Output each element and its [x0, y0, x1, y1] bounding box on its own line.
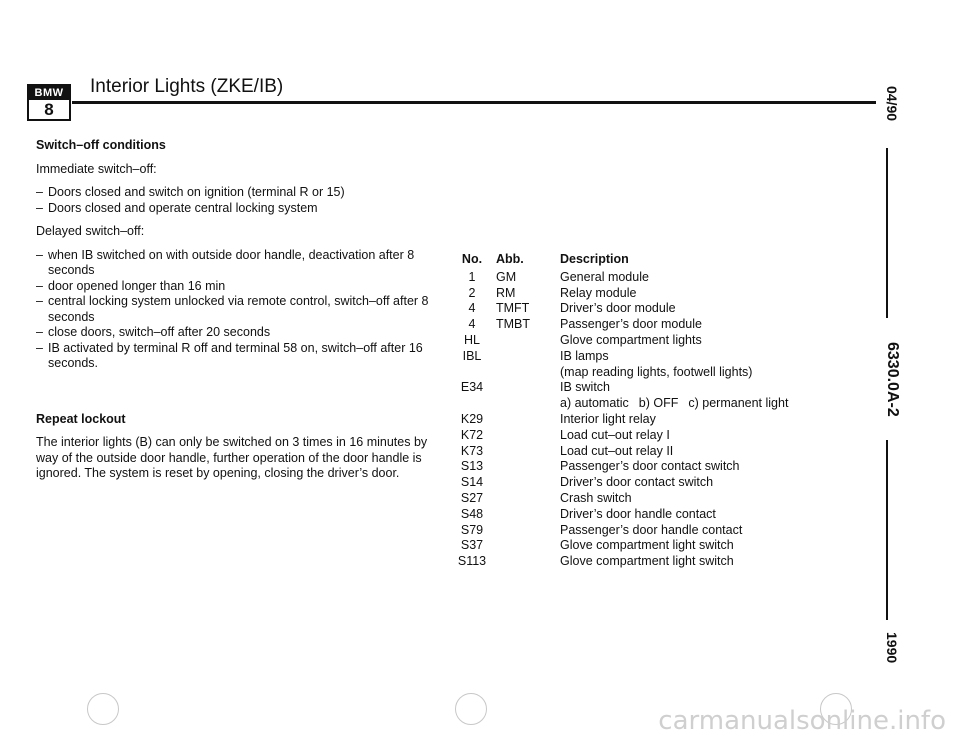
- cell-abb: [496, 333, 560, 349]
- cell-no: S27: [460, 490, 484, 505]
- cell-no: 2: [468, 285, 476, 300]
- desc-text-secondary: (map reading lights, footwell lights): [560, 364, 753, 379]
- cell-abb: [496, 507, 560, 523]
- col-no-header: No.: [461, 252, 483, 266]
- cell-desc: [560, 554, 800, 570]
- desc-text: Load cut–out relay II: [560, 443, 674, 458]
- cell-desc: [560, 491, 800, 507]
- switch-off-heading: Switch–off conditions: [36, 138, 166, 152]
- cell-desc: [560, 444, 800, 460]
- desc-text: General module: [560, 269, 649, 284]
- table-row: [448, 349, 800, 381]
- page-title: Interior Lights (ZKE/IB): [90, 76, 284, 97]
- cell-no: S48: [460, 506, 484, 521]
- table-row: [448, 380, 800, 412]
- delayed-label: Delayed switch–off:: [36, 224, 145, 238]
- table-row: [448, 317, 800, 333]
- side-rule-2: [886, 440, 888, 620]
- cell-desc: [560, 270, 800, 286]
- cell-abb: TMFT: [496, 301, 530, 316]
- table-row: [448, 491, 800, 507]
- cell-no: 4: [468, 317, 476, 332]
- cell-abb: [496, 523, 560, 539]
- list-item: – when IB switched on with outside door handle, deactivation after 8 seconds: [36, 247, 415, 277]
- table-row: [448, 412, 800, 428]
- cell-desc: [560, 507, 800, 523]
- logo-brand: BMW: [29, 86, 69, 100]
- punch-hole: [455, 693, 487, 725]
- switch-option: b) OFF: [638, 396, 679, 411]
- col-abb-header: Abb.: [496, 252, 524, 266]
- cell-abb: [496, 380, 560, 412]
- cell-desc: [560, 349, 800, 381]
- desc-text: Driver’s door contact switch: [560, 475, 714, 490]
- table-row: [448, 301, 800, 317]
- table-row: [448, 286, 800, 302]
- desc-text: Relay module: [560, 285, 637, 300]
- switch-option: c) permanent light: [688, 396, 789, 411]
- side-rule-1: [886, 148, 888, 318]
- list-item: – door opened longer than 16 min: [36, 278, 226, 293]
- table-row: [448, 554, 800, 570]
- immediate-list: [36, 185, 436, 216]
- cell-desc: [560, 380, 800, 412]
- col-desc-header: Description: [560, 252, 629, 266]
- table-header: [448, 252, 800, 268]
- bmw-logo: [27, 84, 71, 121]
- desc-text: Load cut–out relay I: [560, 427, 670, 442]
- cell-abb: [496, 459, 560, 475]
- cell-no: S13: [460, 459, 484, 474]
- desc-text: Driver’s door handle contact: [560, 506, 716, 521]
- cell-no: E34: [460, 380, 484, 395]
- cell-desc: [560, 286, 800, 302]
- cell-no: IBL: [462, 348, 482, 363]
- cell-no: K72: [460, 427, 484, 442]
- cell-abb: [496, 475, 560, 491]
- cell-no: S14: [460, 475, 484, 490]
- table-row: [448, 459, 800, 475]
- cell-abb: [496, 538, 560, 554]
- cell-abb: [496, 554, 560, 570]
- cell-abb: [496, 491, 560, 507]
- desc-text: Driver’s door module: [560, 301, 676, 316]
- cell-desc: [560, 459, 800, 475]
- cell-no: 1: [468, 269, 476, 284]
- desc-text: IB lamps: [560, 348, 609, 363]
- desc-text: Glove compartment light switch: [560, 554, 734, 569]
- cell-desc: [560, 475, 800, 491]
- cell-no: S37: [460, 538, 484, 553]
- desc-text: Passenger’s door module: [560, 317, 702, 332]
- header-rule: [72, 101, 876, 104]
- repeat-lockout-heading: Repeat lockout: [36, 411, 126, 426]
- cell-desc: [560, 301, 800, 317]
- repeat-lockout-text: The interior lights (B) can only be switched on 3 times in 16 minutes by way of the outside door handle, further operation of the door handle is ignored. The system is reset by opening, closing the driver’s door.: [36, 435, 428, 480]
- punch-hole: [87, 693, 119, 725]
- side-date: 04/90: [884, 86, 900, 122]
- desc-text: Passenger’s door handle contact: [560, 522, 743, 537]
- cell-abb: [496, 349, 560, 381]
- delayed-list: [36, 248, 436, 372]
- table-row: [448, 523, 800, 539]
- component-table: [448, 252, 800, 570]
- desc-text: Glove compartment light switch: [560, 538, 734, 553]
- cell-no: K29: [460, 411, 484, 426]
- cell-desc: [560, 412, 800, 428]
- cell-no: S79: [460, 522, 484, 537]
- switch-option: a) automatic: [560, 396, 629, 411]
- cell-desc: [560, 538, 800, 554]
- cell-no: K73: [460, 443, 484, 458]
- desc-text: Interior light relay: [560, 411, 656, 426]
- cell-abb: [496, 412, 560, 428]
- list-item: – Doors closed and switch on ignition (terminal R or 15): [36, 185, 345, 199]
- switch-options: [560, 396, 800, 412]
- side-year: 1990: [884, 632, 900, 664]
- table-row: [448, 333, 800, 349]
- list-item: – central locking system unlocked via remote control, switch–off after 8 seconds: [36, 294, 429, 324]
- table-row: [448, 538, 800, 554]
- list-item: – IB activated by terminal R off and terminal 58 on, switch–off after 16 seconds.: [36, 340, 423, 370]
- cell-abb: RM: [496, 285, 516, 300]
- cell-desc: [560, 317, 800, 333]
- cell-abb: [496, 444, 560, 460]
- cell-abb: [496, 428, 560, 444]
- table-row: [448, 475, 800, 491]
- cell-desc: [560, 523, 800, 539]
- list-item: – Doors closed and operate central locking system: [36, 200, 318, 215]
- cell-no: S113: [457, 554, 487, 569]
- desc-text: Crash switch: [560, 490, 632, 505]
- cell-desc: [560, 333, 800, 349]
- desc-text: Passenger’s door contact switch: [560, 459, 740, 474]
- side-code: 6330.0A-2: [884, 342, 901, 417]
- logo-number: 8: [44, 100, 54, 119]
- table-row: [448, 444, 800, 460]
- list-item: – close doors, switch–off after 20 seconds: [36, 325, 271, 339]
- cell-desc: [560, 428, 800, 444]
- watermark: carmanualsonline.info: [658, 706, 946, 736]
- left-column: [36, 138, 436, 490]
- cell-abb: TMBT: [496, 317, 531, 332]
- table-row: [448, 428, 800, 444]
- immediate-label: Immediate switch–off:: [36, 161, 157, 176]
- table-row: [448, 270, 800, 286]
- table-row: [448, 507, 800, 523]
- desc-text: IB switch: [560, 380, 611, 395]
- cell-no: HL: [464, 332, 480, 347]
- cell-abb: GM: [496, 269, 517, 284]
- cell-no: 4: [468, 301, 476, 316]
- desc-text: Glove compartment lights: [560, 332, 702, 347]
